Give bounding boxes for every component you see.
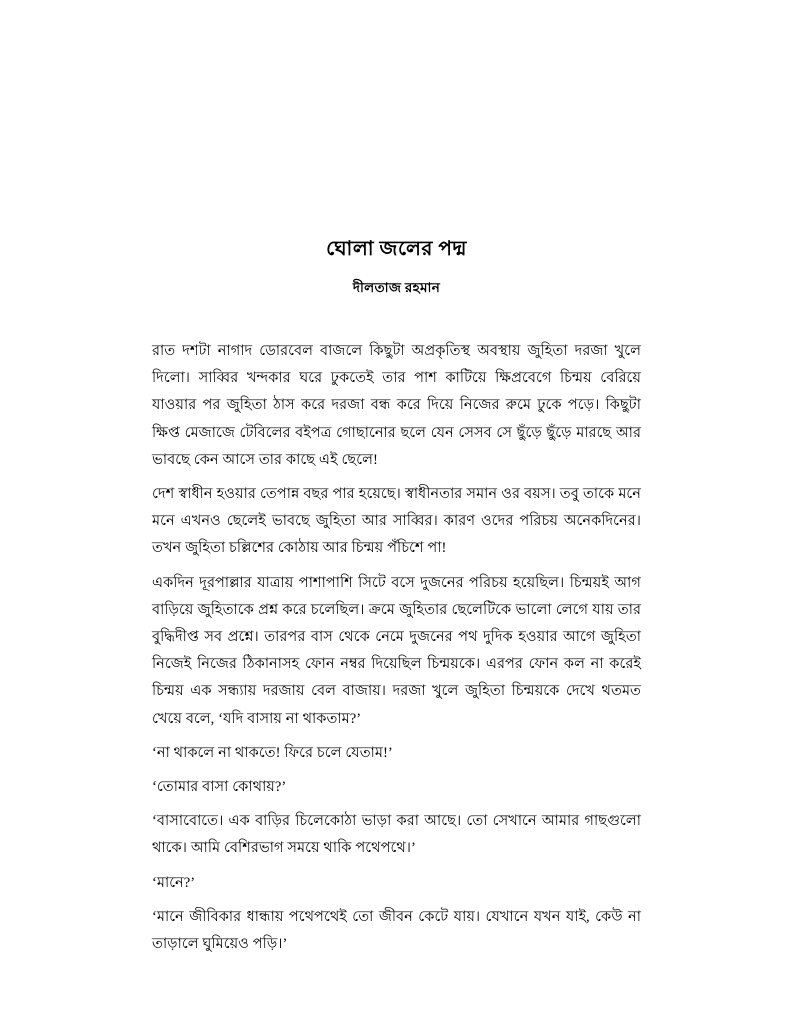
paragraph: রাত দশটা নাগাদ ডোরবেল বাজলে কিছুটা অপ্রকৃতিস্থ অবস্থায় জুহিতা দরজা খুলে দিলো। সাব্বির খন্দকার ঘরে ঢুকতেই তার পাশ কাটিয়ে ক্ষিপ্রবেগে চিন্ময় বেরিয়ে যাওয়ার পর জুহিতা ঠাস করে দরজা বন্ধ করে দিয়ে নিজের রুমে ঢুকে পড়ে। কিছুটা ক্ষিপ্ত মেজাজে টেবিলের বইপত্র গোছানোর ছলে যেন সেসব সে ছুঁড়ে ছুঁড়ে মারছে আর ভাবছে কেন আসে তার কাছে এই ছেলে! [152, 343, 641, 468]
dialogue-line: ‘না থাকলে না থাকতে! ফিরে চলে যেতাম!’ [152, 744, 393, 761]
paragraph: দেশ স্বাধীন হওয়ার তেপান্ন বছর পার হয়েছে। স্বাধীনতার সমান ওর বয়স। তবু তাকে মনে মনে এখনও ছেলেই ভাবছে জুহিতা আর সাব্বির। কারণ ওদের পরিচয় অনেকদিনের। তখন জুহিতা চল্লিশের কোঠায় আর চিন্ময় পঁচিশে পা! [152, 486, 641, 557]
paragraph: একদিন দূরপাল্লার যাত্রায় পাশাপাশি সিটে বসে দুজনের পরিচয় হয়েছিল। চিন্ময়ই আগ বাড়িয়ে জুহিতাকে প্রশ্ন করে চলেছিল। ক্রমে জুহিতার ছেলেটিকে ভালো লেগে যায় তার বুদ্ধিদীপ্ত সব প্রশ্নে। তারপর বাস থেকে নেমে দুজনের পথ দুদিক হওয়ার আগে জুহিতা নিজেই নিজের ঠিকানাসহ ফোন নম্বর দিয়েছিল চিন্ময়কে। এরপর ফোন কল না করেই চিন্ময় এক সন্ধ্যায় দরজায় বেল বাজায়। দরজা খুলে জুহিতা চিন্ময়কে দেখে থতমত খেয়ে বলে, ‘যদি বাসায় না থাকতাম?’ [152, 574, 641, 727]
body-text [152, 298, 641, 958]
author-byline: দীলতাজ রহমান [352, 280, 441, 295]
dialogue-line: ‘তোমার বাসা কোথায়?’ [152, 779, 287, 796]
page-title: ঘোলা জলের পদ্ম [326, 238, 467, 260]
dialogue-line: ‘বাসাবোতে। এক বাড়ির চিলেকোঠা ভাড়া করা আছে। তো সেখানে আমার গাছগুলো থাকে। আমি বেশিরভাগ সময়ে থাকি পথেপথে।’ [152, 813, 641, 857]
text-column [152, 0, 641, 958]
dialogue-line: ‘মানে জীবিকার ধান্ধায় পথেপথেই তো জীবন কেটে যায়। যেখানে যখন যাই, কেউ না তাড়ালে ঘুমিয়েও পড়ি।’ [152, 908, 641, 953]
dialogue-line: ‘মানে?’ [152, 874, 196, 891]
